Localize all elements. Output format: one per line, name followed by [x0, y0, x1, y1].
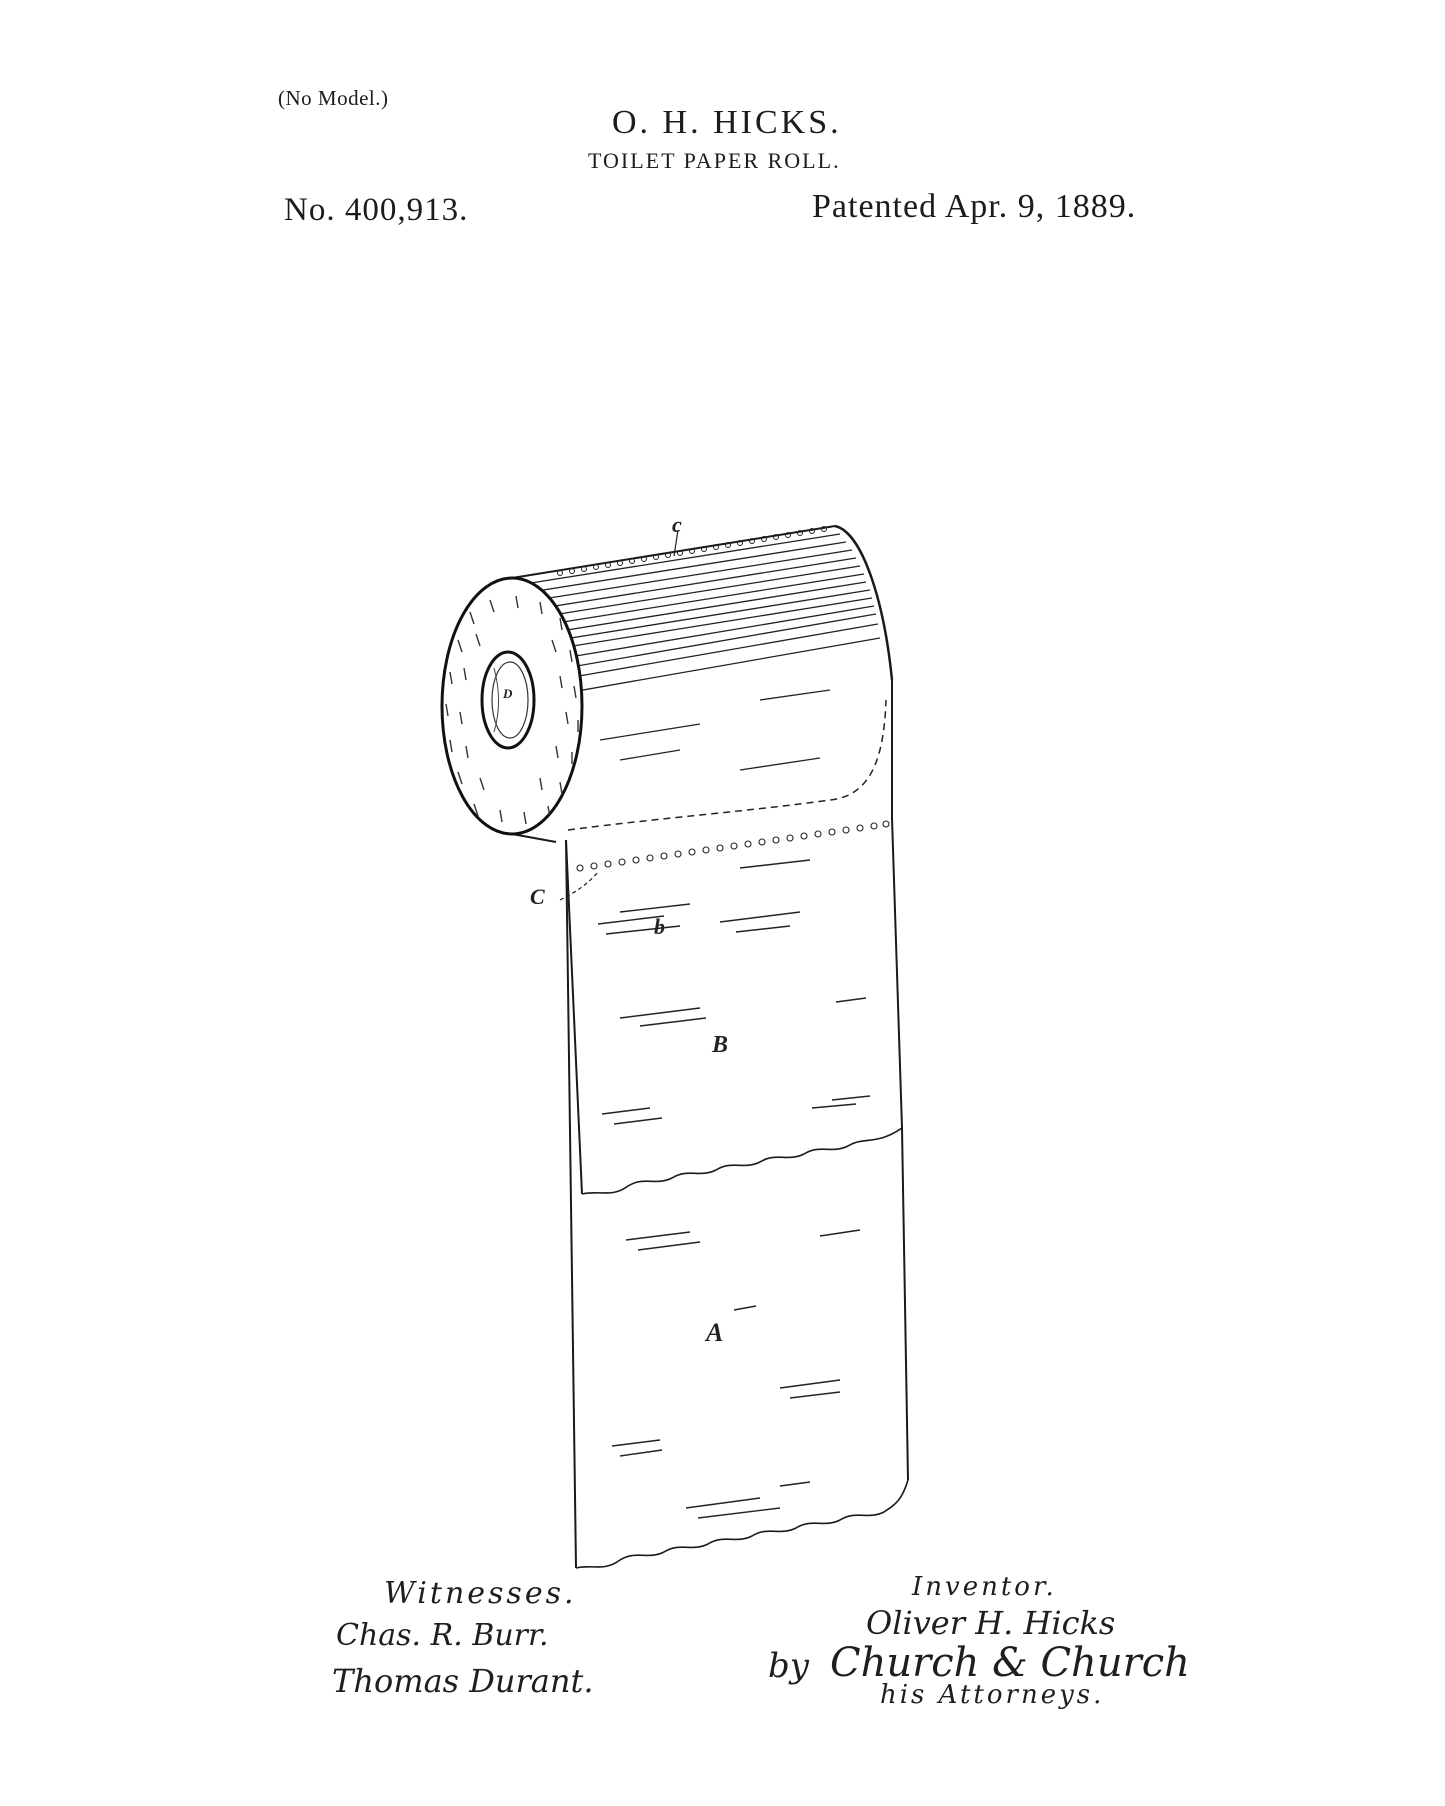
inventor-label: Inventor.	[912, 1572, 1057, 1602]
patent-number: No. 400,913.	[284, 192, 469, 228]
label-b: B	[712, 1032, 729, 1058]
sheet-b-shading	[598, 860, 870, 1124]
label-d: D	[503, 686, 513, 701]
attorneys-signature: Church & Church	[830, 1640, 1190, 1686]
sheet-a-shading	[612, 1230, 860, 1518]
inventor-heading: O. H. HICKS.	[612, 104, 842, 141]
label-a: A	[706, 1318, 724, 1347]
witness-signature-2: Thomas Durant.	[332, 1662, 594, 1700]
label-c-top: c	[672, 512, 682, 537]
label-c-left: C	[530, 884, 545, 909]
no-model-note: (No Model.)	[278, 86, 389, 110]
middle-perforation	[577, 821, 889, 871]
attorneys-label: his Attorneys.	[880, 1680, 1105, 1710]
roll-end-face	[442, 578, 582, 834]
hanging-sheet-a	[566, 840, 908, 1568]
inventor-signature: Oliver H. Hicks	[866, 1604, 1116, 1642]
patent-date: Patented Apr. 9, 1889.	[812, 188, 1137, 225]
witness-signature-1: Chas. R. Burr.	[336, 1618, 549, 1653]
label-b-small: b	[654, 914, 665, 939]
hanging-sheet-b	[566, 818, 902, 1194]
dashed-inner-edge	[568, 700, 886, 830]
witnesses-label: Witnesses.	[384, 1576, 577, 1611]
patent-title: TOILET PAPER ROLL.	[588, 148, 841, 173]
by-word: by	[768, 1646, 809, 1686]
